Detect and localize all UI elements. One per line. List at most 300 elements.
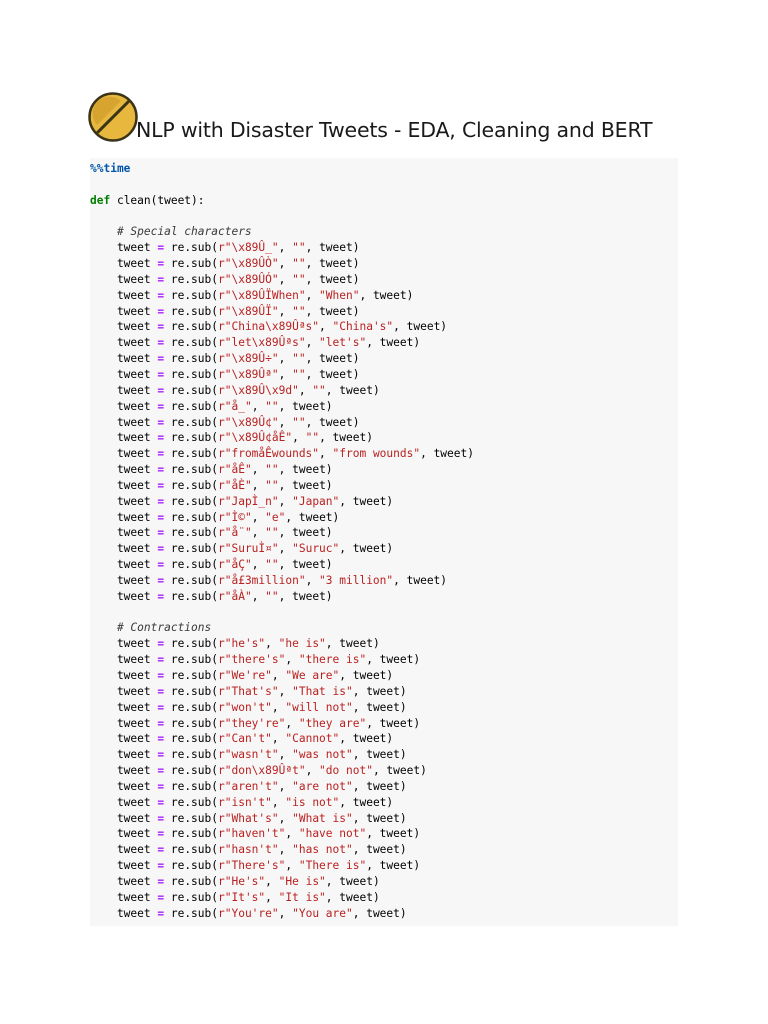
code-text: ,: [278, 811, 293, 825]
string-literal: "is not": [285, 795, 340, 809]
code-text: tweet: [90, 257, 158, 271]
code-text: re.sub(: [164, 795, 218, 809]
code-line: [90, 478, 474, 494]
operator: =: [157, 526, 165, 540]
code-text: re.sub(: [164, 732, 218, 746]
code-line: [90, 636, 474, 652]
operator: =: [157, 859, 165, 873]
operator: =: [157, 399, 165, 413]
code-text: ,: [278, 257, 293, 271]
code-text: tweet: [90, 241, 158, 255]
code-text: , tweet): [278, 558, 333, 572]
code-text: tweet: [90, 573, 158, 587]
string-literal: r"We're": [218, 669, 272, 682]
code-text: re.sub(: [164, 383, 218, 397]
code-text: re.sub(: [164, 859, 218, 873]
code-line: [90, 684, 474, 700]
operator: =: [157, 447, 165, 461]
code-line: [90, 716, 474, 732]
code-text: , tweet): [366, 653, 421, 667]
code-text: tweet: [90, 890, 158, 904]
keyword: def: [90, 193, 111, 207]
code-text: , tweet): [339, 795, 394, 809]
string-literal: "China's": [332, 320, 394, 334]
string-literal: r"he's": [218, 637, 266, 651]
code-line: [90, 462, 474, 478]
code-line: [90, 620, 474, 636]
code-line: [90, 272, 474, 288]
string-literal: "there is": [298, 653, 367, 667]
operator: =: [157, 716, 165, 730]
code-text: tweet: [90, 431, 158, 445]
code-text: tweet: [90, 589, 158, 603]
code-text: ,: [278, 542, 293, 556]
code-text: re.sub(: [164, 463, 218, 477]
operator: =: [157, 573, 165, 587]
operator: =: [157, 257, 165, 271]
code-text: ,: [292, 431, 306, 445]
code-text: tweet: [90, 336, 158, 350]
code-text: tweet: [90, 811, 158, 825]
string-literal: "are not": [292, 779, 353, 793]
code-line: [90, 161, 474, 177]
code-line: [90, 319, 474, 335]
code-text: re.sub(: [164, 874, 218, 888]
string-literal: r"aren't": [218, 779, 279, 793]
code-line: [90, 811, 474, 827]
code-text: re.sub(: [164, 447, 218, 461]
code-text: , tweet): [339, 669, 394, 682]
operator: =: [157, 890, 165, 904]
code-line: [90, 415, 474, 431]
code-text: ,: [285, 716, 299, 730]
code-line: [90, 747, 474, 763]
string-literal: r"åÈ": [218, 478, 252, 492]
code-text: , tweet): [393, 320, 448, 334]
code-text: ,: [305, 336, 320, 350]
code-line: [90, 842, 474, 858]
operator: =: [157, 494, 165, 508]
code-text: re.sub(: [164, 764, 218, 778]
gold-circle-badge-icon: [88, 92, 138, 142]
code-text: ,: [278, 304, 293, 318]
code-text: , tweet): [305, 415, 360, 429]
code-text: re.sub(: [164, 542, 218, 556]
code-line: [90, 731, 474, 747]
operator: =: [157, 415, 165, 429]
code-text: re.sub(: [164, 494, 218, 508]
code-text: , tweet): [339, 732, 394, 746]
code-text: , tweet): [305, 304, 360, 318]
code-text: , tweet): [352, 779, 407, 793]
code-line: [90, 858, 474, 874]
code-text: tweet: [90, 684, 158, 698]
string-literal: "3 million": [319, 573, 394, 587]
code-text: , tweet): [339, 494, 394, 508]
string-literal: "": [265, 558, 279, 572]
code-text: [90, 621, 117, 634]
operator: =: [157, 241, 165, 255]
code-text: , tweet): [278, 526, 333, 540]
operator: =: [157, 352, 165, 366]
operator: =: [157, 542, 165, 556]
code-text: ,: [278, 352, 293, 366]
code-text: tweet: [90, 764, 158, 778]
operator: =: [157, 320, 165, 334]
string-literal: r"won't": [218, 700, 272, 714]
code-text: ,: [319, 447, 333, 461]
code-text: ,: [285, 827, 299, 841]
string-literal: r"let\x89Ûªs": [218, 336, 306, 350]
code-text: re.sub(: [164, 478, 218, 492]
string-literal: "There is": [298, 859, 367, 873]
code-text: re.sub(: [164, 827, 218, 841]
code-text: tweet: [90, 874, 158, 888]
operator: =: [157, 288, 165, 302]
code-text: tweet: [90, 542, 158, 556]
code-line: [90, 399, 474, 415]
operator: =: [157, 558, 165, 572]
string-literal: r"don\x89Ûªt": [218, 764, 306, 778]
string-literal: r"He's": [218, 874, 266, 888]
string-literal: r"å_": [218, 399, 252, 413]
code-text: tweet: [90, 367, 158, 381]
code-text: ,: [278, 779, 293, 793]
code-text: tweet: [90, 399, 158, 413]
code-text: , tweet): [359, 288, 414, 302]
string-literal: r"fromåÊwounds": [218, 447, 320, 461]
string-literal: r"haven't": [218, 827, 286, 841]
code-text: ,: [265, 874, 279, 888]
string-literal: r"hasn't": [218, 843, 279, 857]
code-text: tweet: [90, 843, 158, 857]
string-literal: "was not": [292, 748, 353, 762]
string-literal: "": [265, 478, 279, 492]
code-text: ,: [278, 684, 293, 698]
string-literal: "You are": [292, 906, 353, 920]
code-text: ,: [278, 906, 293, 920]
code-line: [90, 367, 474, 383]
string-literal: r"There's": [218, 859, 286, 873]
code-text: ,: [278, 748, 293, 762]
code-text: tweet: [90, 415, 158, 429]
string-literal: r"åÀ": [218, 589, 252, 603]
comment: # Special characters: [116, 225, 252, 239]
code-text: tweet: [90, 906, 158, 920]
code-text: re.sub(: [164, 431, 218, 445]
code-text: , tweet): [366, 336, 421, 350]
operator: =: [157, 906, 165, 920]
code-text: ,: [285, 653, 299, 667]
code-text: ,: [271, 732, 286, 746]
code-text: re.sub(: [164, 811, 218, 825]
code-text: , tweet): [366, 827, 421, 841]
operator: =: [157, 764, 165, 778]
code-text: tweet: [90, 383, 158, 397]
code-text: , tweet): [278, 589, 333, 603]
code-cell[interactable]: [90, 158, 678, 926]
code-line: [90, 430, 474, 446]
string-literal: r"wasn't": [218, 748, 279, 762]
code-text: , tweet): [339, 542, 394, 556]
code-text: , tweet): [325, 890, 380, 904]
code-line: [90, 304, 474, 320]
string-literal: "": [292, 367, 306, 381]
code-text: , tweet): [352, 684, 407, 698]
code-text: clean(tweet):: [110, 193, 205, 207]
string-literal: r"\x89Ûª": [218, 367, 279, 381]
operator: =: [157, 367, 165, 381]
string-literal: r"\x89Û_": [218, 241, 279, 255]
code-text: , tweet): [393, 573, 448, 587]
code-text: tweet: [90, 463, 158, 477]
string-literal: "We are": [285, 669, 340, 682]
code-text: tweet: [90, 510, 158, 524]
operator: =: [157, 700, 165, 714]
blank-line: [90, 605, 474, 621]
string-literal: "they are": [298, 716, 367, 730]
operator: =: [157, 383, 165, 397]
code-text: , tweet): [366, 716, 421, 730]
code-line: [90, 224, 474, 240]
code-text: re.sub(: [164, 352, 218, 366]
string-literal: r"\x89Û\x9d": [218, 383, 299, 397]
code-block: [90, 161, 474, 922]
code-text: tweet: [90, 716, 158, 730]
code-line: [90, 256, 474, 272]
string-literal: "from wounds": [332, 447, 421, 461]
operator: =: [157, 304, 165, 318]
string-literal: "Suruc": [292, 542, 340, 556]
code-line: [90, 351, 474, 367]
operator: =: [157, 669, 165, 682]
string-literal: "": [265, 589, 279, 603]
operator: =: [157, 748, 165, 762]
operator: =: [157, 637, 165, 651]
code-text: re.sub(: [164, 367, 218, 381]
code-text: tweet: [90, 669, 158, 682]
code-text: re.sub(: [164, 669, 218, 682]
code-text: tweet: [90, 272, 158, 286]
code-line: [90, 557, 474, 573]
code-text: re.sub(: [164, 272, 218, 286]
code-text: re.sub(: [164, 320, 218, 334]
operator: =: [157, 874, 165, 888]
string-literal: "That is": [292, 684, 353, 698]
code-text: , tweet): [325, 383, 380, 397]
code-text: ,: [278, 494, 293, 508]
operator: =: [157, 779, 165, 793]
code-text: ,: [298, 383, 313, 397]
string-literal: "": [312, 383, 326, 397]
code-text: ,: [271, 669, 286, 682]
code-text: , tweet): [285, 510, 340, 524]
string-literal: r"\x89Û÷": [218, 352, 279, 366]
code-text: ,: [251, 463, 266, 477]
code-text: tweet: [90, 320, 158, 334]
string-literal: r"\x89ÛÓ": [218, 272, 279, 286]
string-literal: "": [292, 352, 306, 366]
string-literal: "e": [265, 510, 286, 524]
code-text: re.sub(: [164, 257, 218, 271]
code-line: [90, 874, 474, 890]
string-literal: "What is": [292, 811, 353, 825]
string-literal: "It is": [278, 890, 326, 904]
code-line: [90, 335, 474, 351]
code-text: re.sub(: [164, 336, 218, 350]
string-literal: r"\x89Û¢åÊ": [218, 431, 293, 445]
code-text: ,: [278, 367, 293, 381]
code-text: re.sub(: [164, 653, 218, 667]
operator: =: [157, 336, 165, 350]
code-text: tweet: [90, 352, 158, 366]
code-text: tweet: [90, 859, 158, 873]
comment: # Contractions: [116, 621, 212, 635]
code-text: ,: [319, 320, 333, 334]
string-literal: r"\x89ÛÏWhen": [218, 288, 306, 302]
code-text: ,: [251, 399, 266, 413]
code-text: re.sub(: [164, 906, 218, 920]
page-header: [88, 92, 728, 148]
code-text: , tweet): [325, 874, 380, 888]
code-text: ,: [251, 589, 266, 603]
code-line: [90, 193, 474, 209]
code-text: , tweet): [352, 843, 407, 857]
page-title: NLP with Disaster Tweets - EDA, Cleaning and BERT: [136, 118, 653, 142]
code-text: , tweet): [305, 367, 360, 381]
code-line: [90, 446, 474, 462]
code-text: re.sub(: [164, 748, 218, 762]
code-line: [90, 589, 474, 605]
code-line: [90, 890, 474, 906]
code-text: re.sub(: [164, 684, 218, 698]
code-text: tweet: [90, 478, 158, 492]
string-literal: "": [305, 431, 320, 445]
operator: =: [157, 843, 165, 857]
string-literal: r"Ì©": [218, 510, 252, 524]
string-literal: "have not": [298, 827, 367, 841]
code-text: tweet: [90, 558, 158, 572]
code-text: tweet: [90, 732, 158, 746]
string-literal: "": [292, 415, 306, 429]
string-literal: r"åÇ": [218, 558, 252, 572]
code-text: , tweet): [319, 431, 373, 445]
code-line: [90, 652, 474, 668]
string-literal: r"What's": [218, 811, 279, 825]
string-literal: "do not": [319, 764, 373, 778]
code-text: re.sub(: [164, 399, 218, 413]
string-literal: r"It's": [218, 890, 266, 904]
code-text: , tweet): [352, 700, 407, 714]
code-line: [90, 906, 474, 922]
operator: =: [157, 827, 165, 841]
string-literal: r"å£3million": [218, 573, 306, 587]
string-literal: "has not": [292, 843, 353, 857]
string-literal: "He is": [278, 874, 326, 888]
code-text: , tweet): [352, 748, 407, 762]
code-line: [90, 826, 474, 842]
code-text: ,: [251, 526, 266, 540]
code-text: re.sub(: [164, 589, 218, 603]
operator: =: [157, 431, 165, 445]
code-text: tweet: [90, 447, 158, 461]
string-literal: r"isn't": [218, 795, 272, 809]
code-text: tweet: [90, 748, 158, 762]
code-line: [90, 779, 474, 795]
code-text: tweet: [90, 653, 158, 667]
string-literal: r"That's": [218, 684, 279, 698]
code-line: [90, 240, 474, 256]
code-line: [90, 668, 474, 684]
code-text: tweet: [90, 494, 158, 508]
string-literal: r"China\x89Ûªs": [218, 320, 320, 334]
code-line: [90, 541, 474, 557]
code-text: ,: [278, 843, 293, 857]
code-text: ,: [278, 415, 293, 429]
string-literal: "he is": [278, 637, 326, 651]
string-literal: r"they're": [218, 716, 286, 730]
string-literal: r"JapÌ_n": [218, 494, 279, 508]
code-text: tweet: [90, 304, 158, 318]
code-text: tweet: [90, 779, 158, 793]
code-text: ,: [271, 795, 286, 809]
code-text: , tweet): [372, 764, 427, 778]
code-text: , tweet): [305, 257, 360, 271]
operator: =: [157, 811, 165, 825]
code-text: re.sub(: [164, 558, 218, 572]
operator: =: [157, 272, 165, 286]
code-text: tweet: [90, 526, 158, 540]
code-text: re.sub(: [164, 573, 218, 587]
blank-line: [90, 177, 474, 193]
code-text: , tweet): [278, 463, 333, 477]
string-literal: "Cannot": [285, 732, 340, 746]
code-text: ,: [285, 859, 299, 873]
string-literal: "Japan": [292, 494, 340, 508]
code-text: re.sub(: [164, 241, 218, 255]
string-literal: "When": [319, 288, 360, 302]
code-text: , tweet): [305, 352, 360, 366]
code-line: [90, 525, 474, 541]
operator: =: [157, 795, 165, 809]
code-text: re.sub(: [164, 415, 218, 429]
code-text: tweet: [90, 795, 158, 809]
code-text: ,: [305, 288, 320, 302]
operator: =: [157, 463, 165, 477]
string-literal: "": [265, 399, 279, 413]
code-text: re.sub(: [164, 716, 218, 730]
string-literal: r"there's": [218, 653, 286, 667]
code-text: , tweet): [352, 811, 407, 825]
code-text: , tweet): [420, 447, 474, 461]
code-text: ,: [265, 890, 279, 904]
string-literal: "": [265, 463, 279, 477]
code-text: ,: [278, 241, 293, 255]
code-text: , tweet): [278, 399, 333, 413]
code-text: re.sub(: [164, 779, 218, 793]
string-literal: r"\x89ÛÏ": [218, 304, 279, 318]
code-line: [90, 510, 474, 526]
code-text: ,: [305, 573, 320, 587]
string-literal: r"SuruÌ¤": [218, 542, 279, 556]
code-text: ,: [305, 764, 320, 778]
code-text: , tweet): [278, 478, 333, 492]
operator: =: [157, 510, 165, 524]
string-literal: r"\x89ÛÒ": [218, 257, 279, 271]
code-text: re.sub(: [164, 510, 218, 524]
string-literal: r"You're": [218, 906, 279, 920]
code-line: [90, 700, 474, 716]
